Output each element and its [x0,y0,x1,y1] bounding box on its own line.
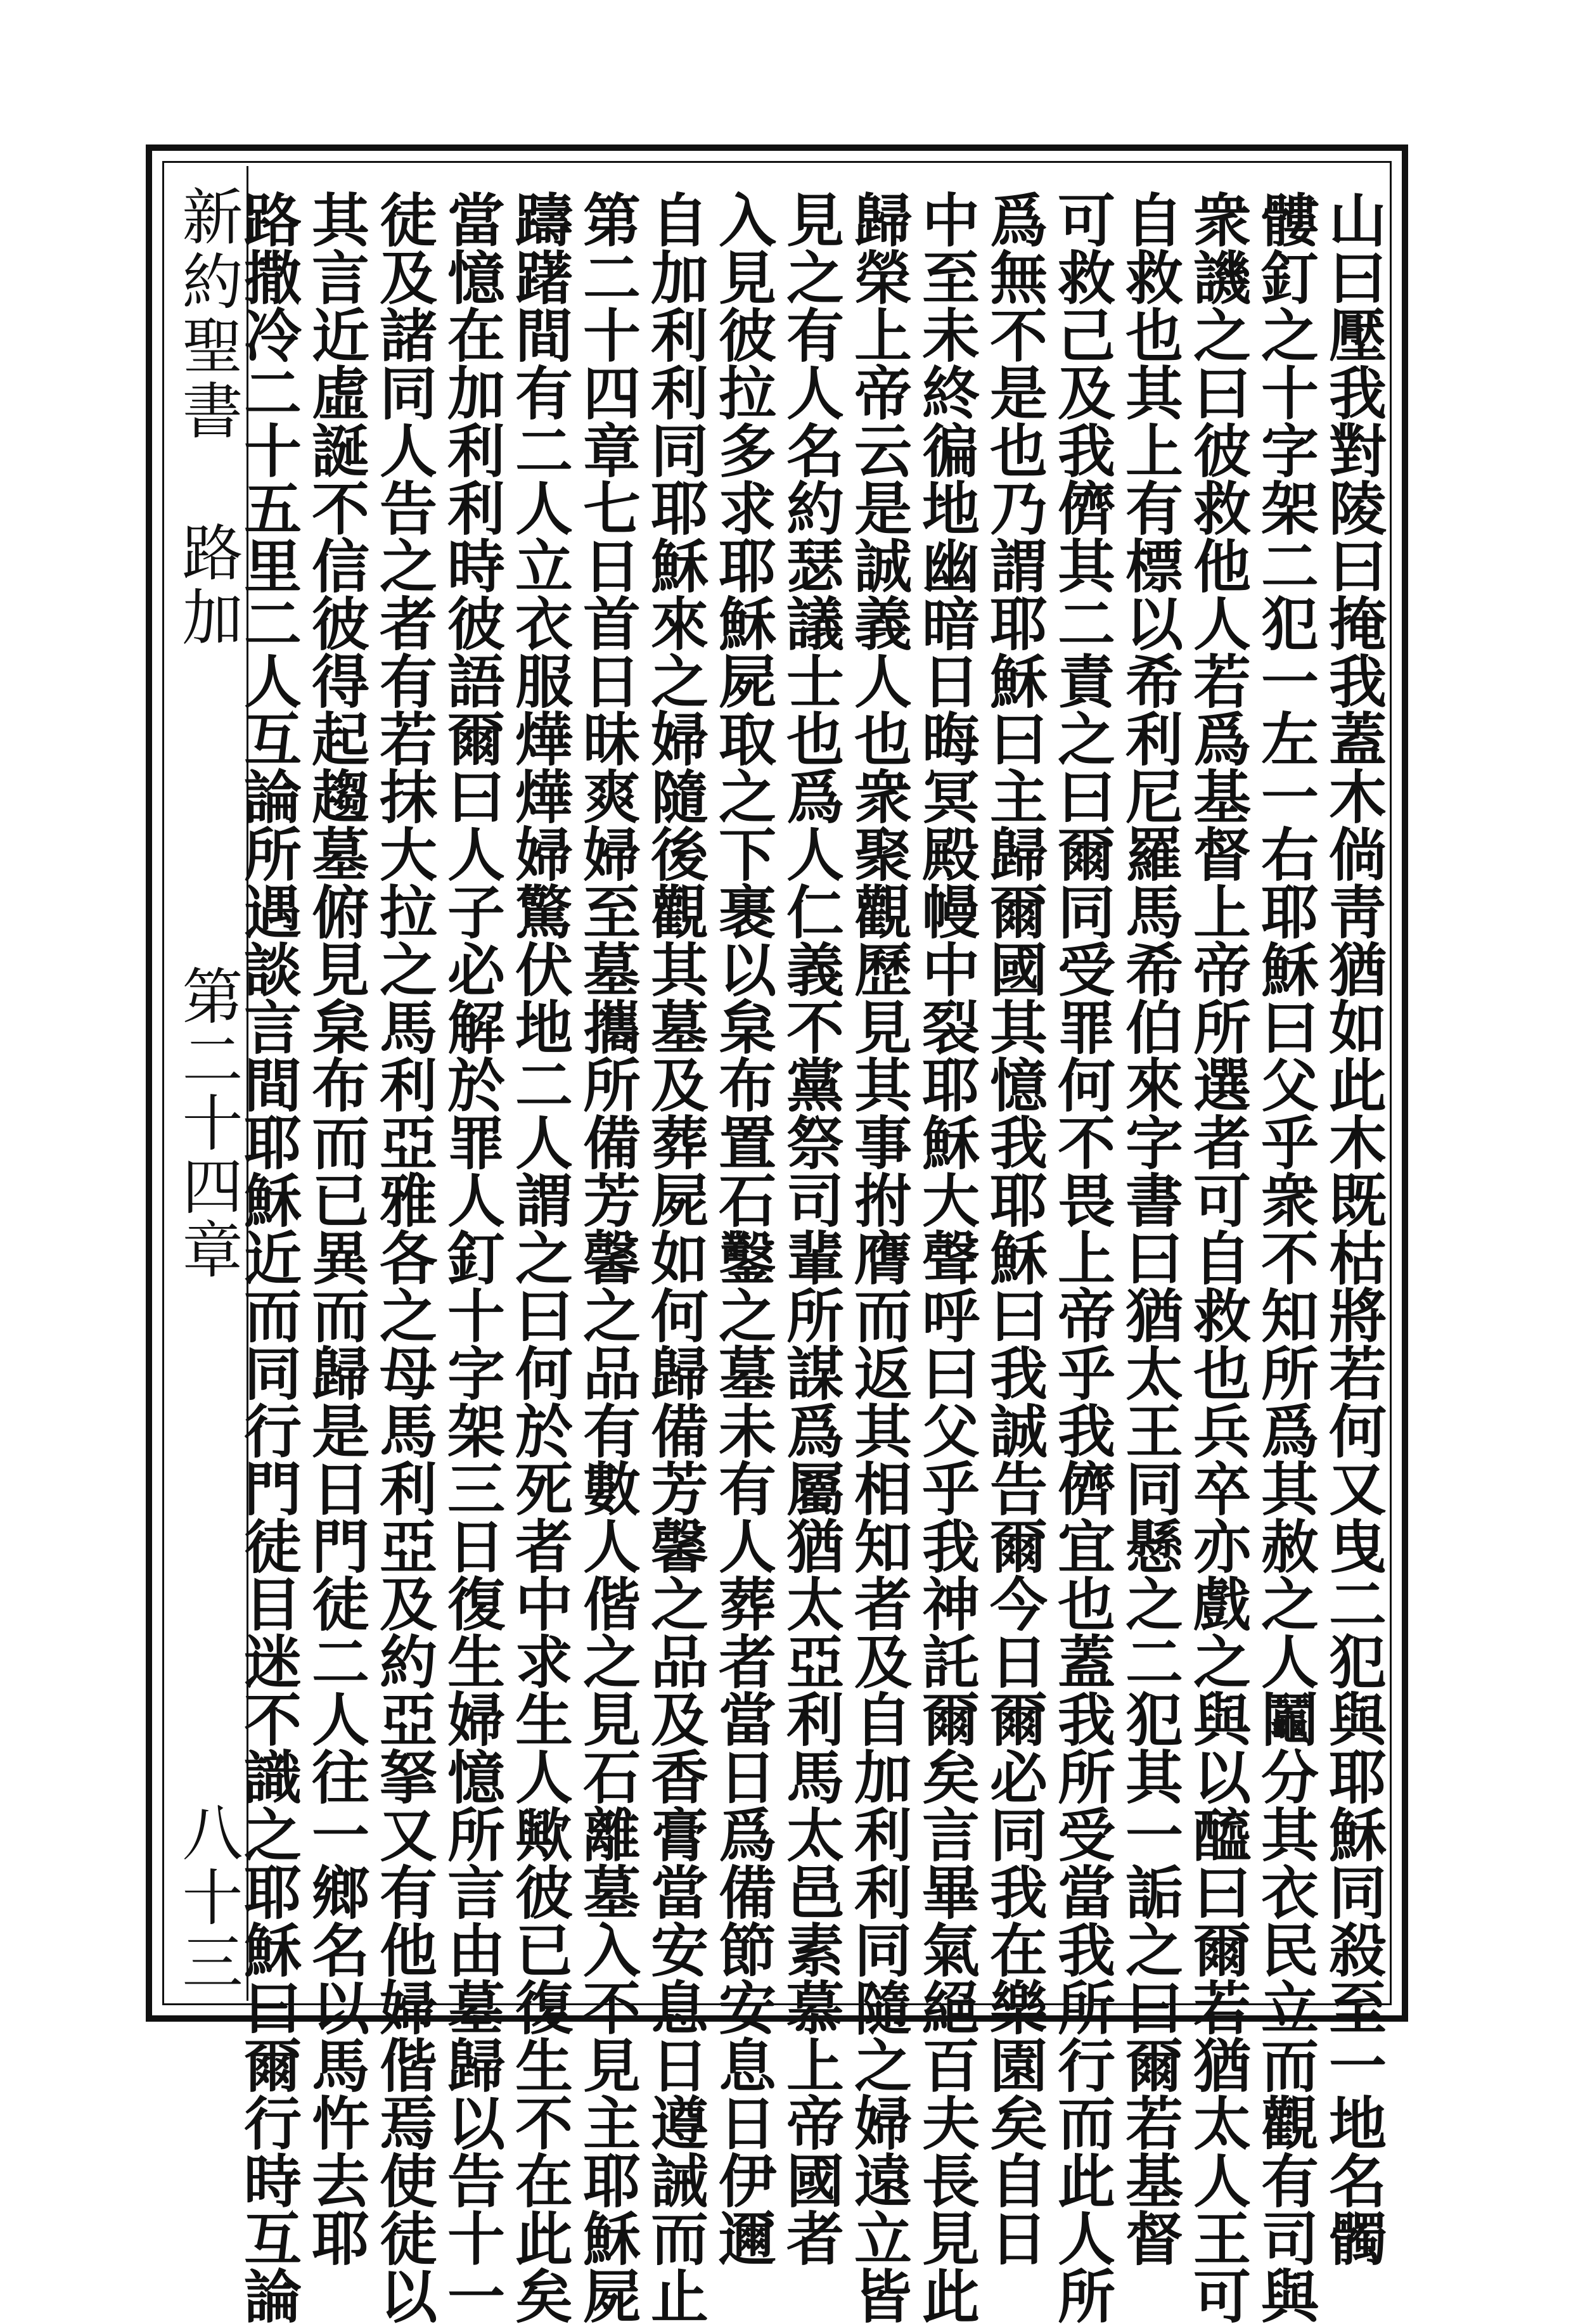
text-column: 入見彼拉多求耶穌屍取之下裹以枲布置石鑿之墓未有人葬者當日爲備節安息日伊邇 [709,190,776,2266]
part-title: 路加 [172,521,243,650]
text-column: 歸榮上帝云是誠義人也衆聚觀歷見其事拊膺而返其相知者及自加利利同隨之婦遠立皆 [845,190,912,2324]
text-column: 爲無不是也乃謂耶穌曰主歸爾國其憶我耶穌曰我誠告爾今日爾必同我在樂園矣自日 [980,190,1048,2266]
text-column: 當憶在加利利時彼語爾曰人子必解於罪人釘十字架三日復生婦憶所言由墓歸以告十一 [438,190,505,2324]
text-column: 衆譏之曰彼救他人若爲基督上帝所選者可自救也兵卒亦戲之與以醯曰爾若猶太人王可 [1184,190,1251,2324]
text-column: 中至未終徧地幽暗日晦冥殿幔中裂耶穌大聲呼曰父乎我神託爾矣言畢氣絕百夫長見此 [913,190,980,2324]
page-number: 八十三 [172,1801,243,1995]
text-column: 其言近虛誕不信彼得起趨墓俯見枲布而已異而歸是日門徒二人往一鄉名以馬忤去耶 [302,190,369,2266]
text-column: 路撒冷二十五里二人互論所遇談言間耶穌近而同行門徒目迷不識之耶穌曰爾行時互論 [234,190,302,2324]
text-column: 山曰壓我對陵曰掩我蓋木倘靑猶如此木既枯將若何又曳二犯與耶穌同殺至一地名髑 [1319,190,1387,2266]
text-column: 徒及諸同人告之者有若抹大拉之馬利亞雅各之母馬利亞及約亞拏又有他婦偕焉使徒以 [370,190,437,2324]
chapter-title: 第二十四章 [172,965,243,1281]
text-column: 自加利利同耶穌來之婦隨後觀其墓及葬屍如何歸備芳馨之品及香膏當安息日遵誡而止 [641,190,709,2324]
text-column: 躊躇間有二人立衣服燁燁婦驚伏地二人謂之曰何於死者中求生人歟彼已復生不在此矣 [506,190,573,2324]
main-text-block [234,190,1387,2324]
text-column: 可救己及我儕其二責之曰爾同受罪何不畏上帝乎我儕宜也蓋我所受當我所行而此人所 [1048,190,1115,2324]
text-column: 自救也其上有標以希利尼羅馬希伯來字書曰猶太王同懸之二犯其一詬之曰爾若基督 [1116,190,1183,2266]
text-column: 見之有人名約瑟議士也爲人仁義不黨祭司輩所謀爲屬猶太亞利馬太邑素慕上帝國者 [777,190,844,2266]
text-column: 髏釘之十字架二犯一左一右耶穌曰父乎衆不知所爲其赦之人鬮分其衣民立而觀有司與 [1252,190,1319,2324]
chapter-heading-column: 第二十四章七日首日昧爽婦至墓攜所備芳馨之品有數人偕之見石離墓入不見主耶穌屍 [574,190,641,2324]
book-title: 新約聖書 [172,185,243,444]
